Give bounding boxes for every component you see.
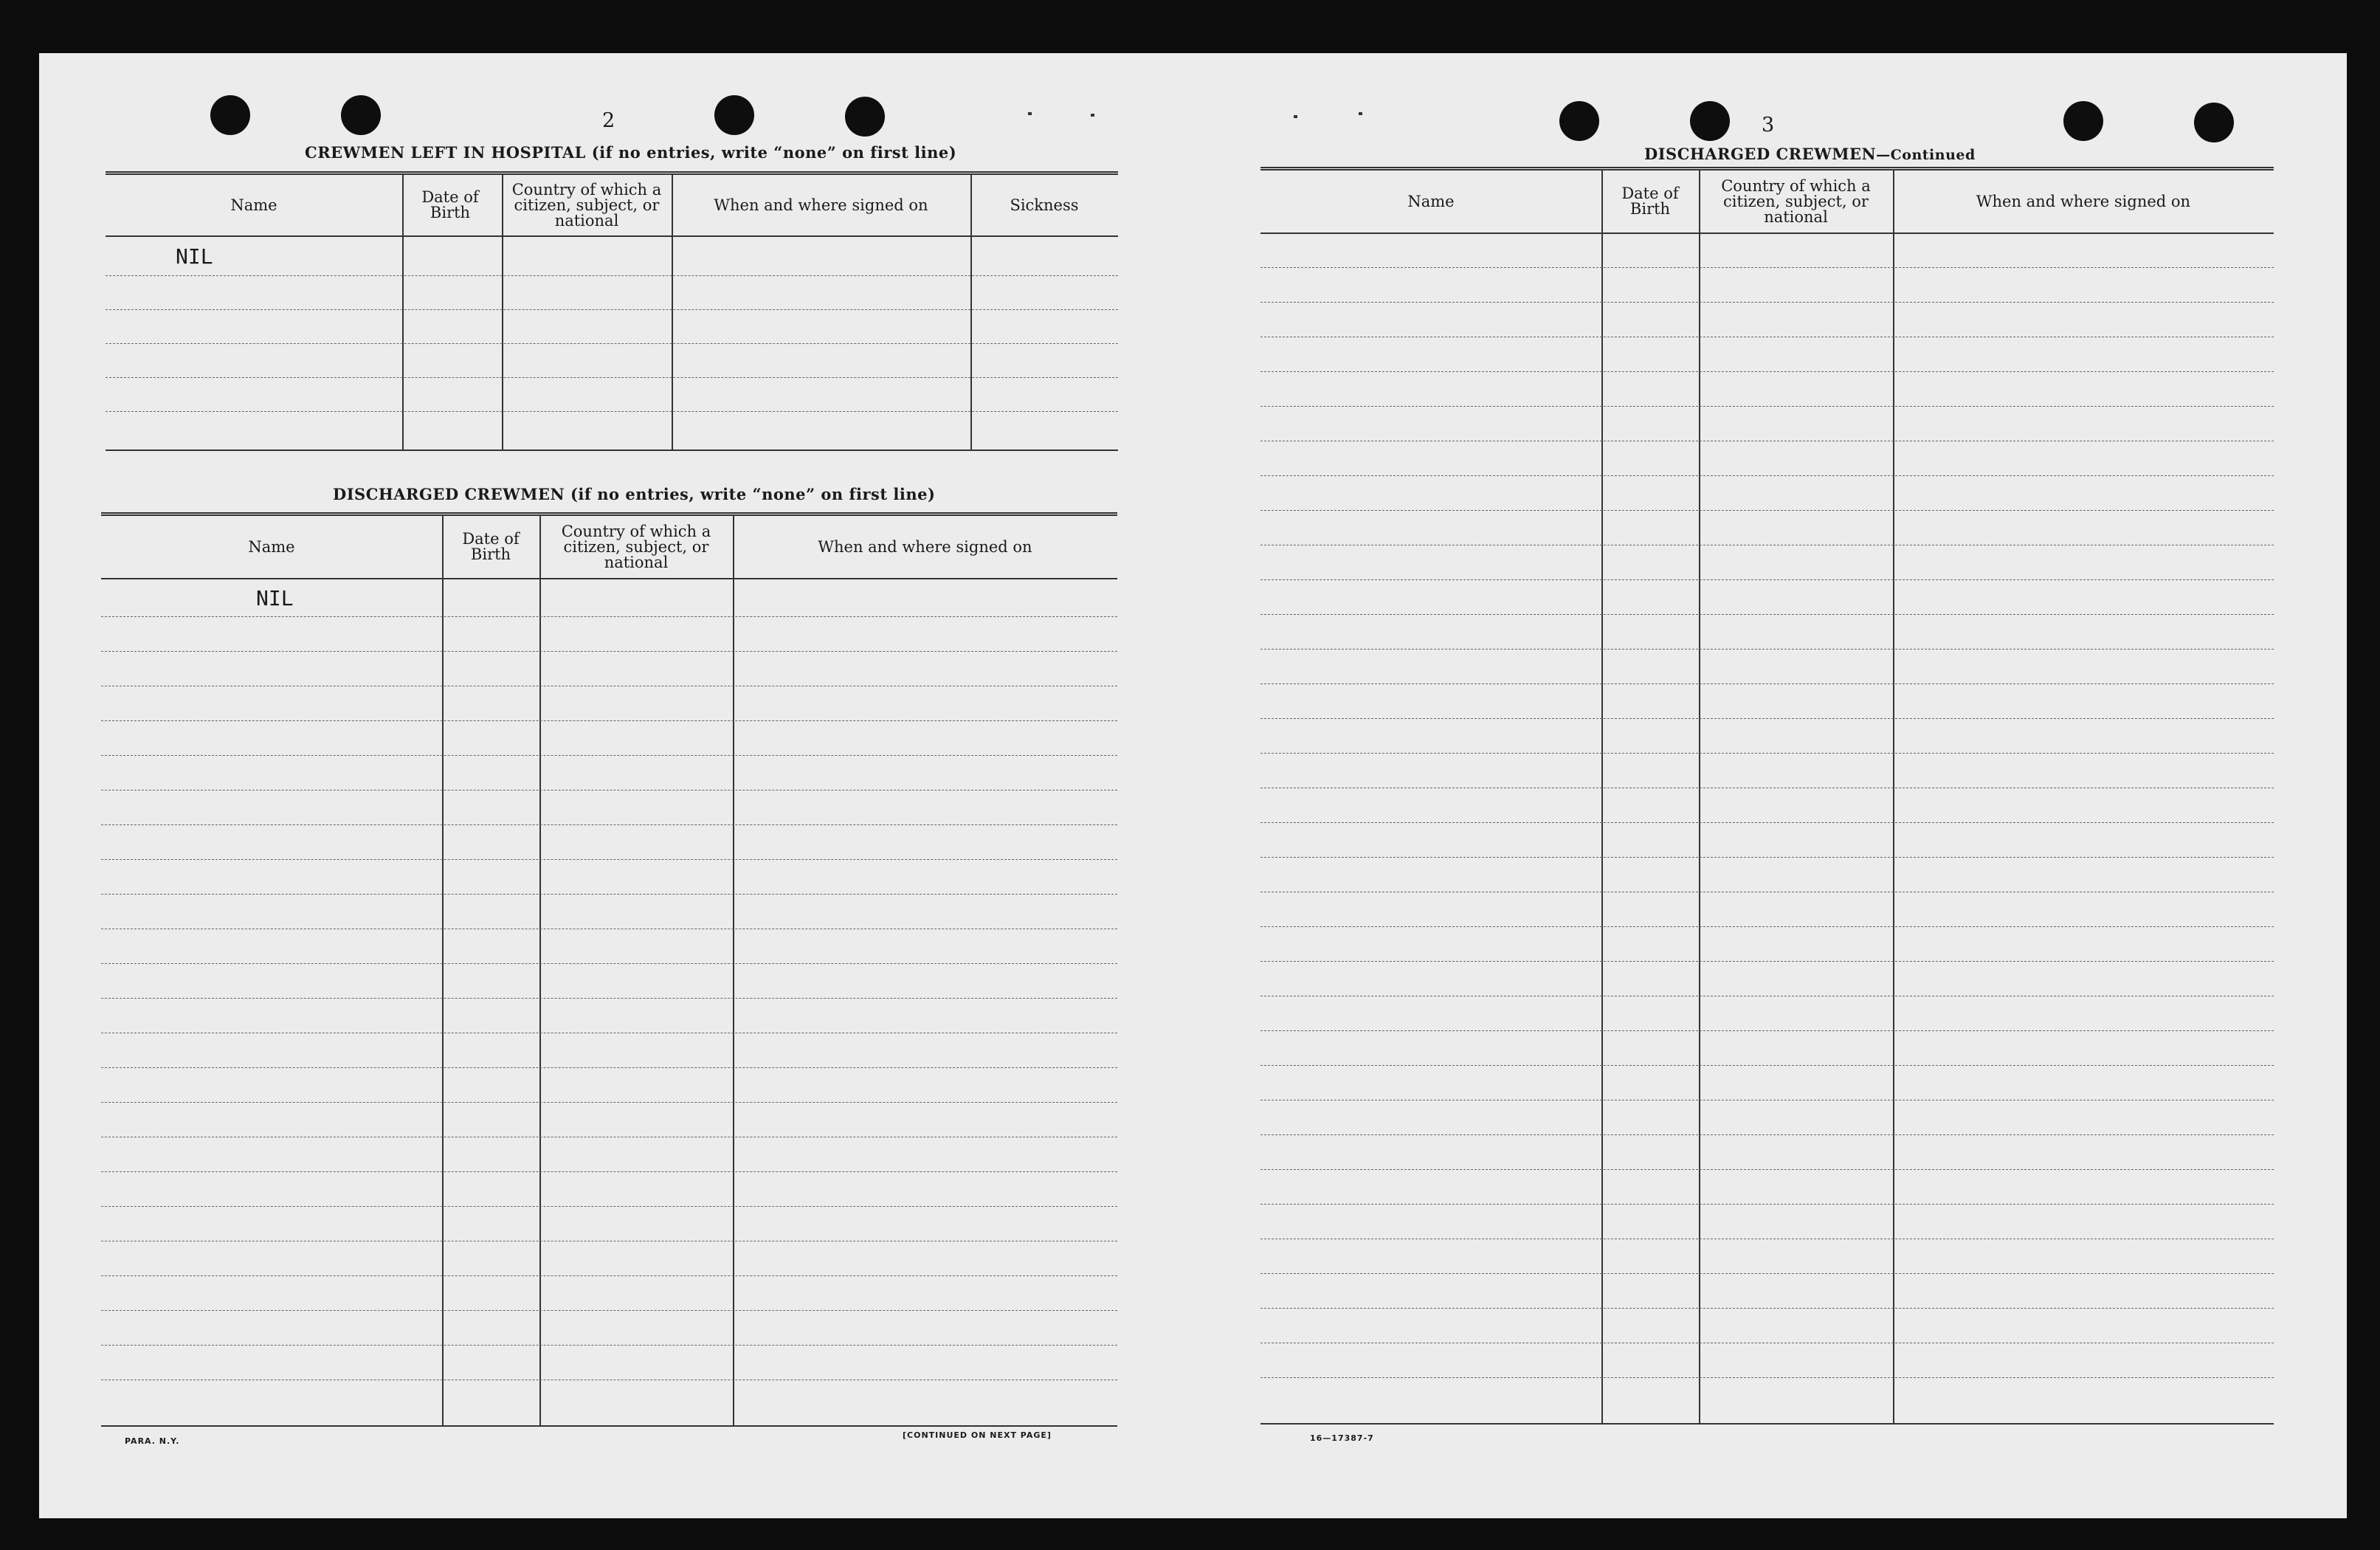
discharged-table bbox=[101, 512, 1117, 1427]
entry-line bbox=[1260, 579, 2274, 580]
entry-line bbox=[1260, 857, 2274, 858]
entry-line bbox=[101, 998, 1117, 999]
header-dob: Date of Birth bbox=[421, 188, 479, 221]
entry-line bbox=[1260, 1030, 2274, 1031]
entry-line bbox=[101, 616, 1117, 617]
header-name: Name bbox=[248, 537, 295, 556]
discharged-continued-title bbox=[1644, 145, 1976, 163]
header-signed: When and where signed on bbox=[818, 537, 1032, 556]
footer-printer: PARA. N.Y. bbox=[125, 1436, 180, 1446]
entry-line bbox=[101, 1171, 1117, 1172]
entry-line bbox=[101, 1275, 1117, 1276]
discharged-entry-name: NIL bbox=[256, 586, 294, 610]
header-rule bbox=[1260, 232, 2274, 234]
entry-line bbox=[1260, 649, 2274, 650]
col-divider bbox=[442, 516, 444, 1425]
header-country: Country of which a citizen, subject, or national bbox=[1721, 176, 1871, 226]
header-signed: When and where signed on bbox=[1976, 192, 2191, 210]
hospital-table bbox=[106, 171, 1118, 451]
continued-label: —Continued bbox=[1876, 147, 1976, 163]
entry-line bbox=[1260, 1169, 2274, 1170]
entry-line bbox=[101, 1102, 1117, 1103]
entry-line bbox=[1260, 1065, 2274, 1066]
entry-line bbox=[106, 309, 1118, 310]
header-name: Name bbox=[230, 196, 277, 214]
footer-form-code: 16—17387-7 bbox=[1310, 1433, 1374, 1443]
col-divider bbox=[733, 516, 734, 1425]
footer-continued: [CONTINUED ON NEXT PAGE] bbox=[903, 1430, 1052, 1440]
entry-line bbox=[106, 343, 1118, 344]
discharged-continued-table bbox=[1260, 167, 2274, 1425]
header-dob: Date of Birth bbox=[1621, 185, 1679, 218]
entry-line bbox=[101, 1206, 1117, 1207]
right-page bbox=[1190, 53, 2347, 1518]
entry-line bbox=[101, 963, 1117, 964]
col-divider bbox=[539, 516, 541, 1425]
col-divider bbox=[402, 175, 404, 450]
col-divider bbox=[1601, 170, 1603, 1423]
header-country: Country of which a citizen, subject, or national bbox=[561, 522, 711, 571]
entry-line bbox=[106, 411, 1118, 412]
entry-line bbox=[1260, 822, 2274, 823]
col-divider bbox=[502, 175, 503, 450]
entry-line bbox=[1260, 683, 2274, 684]
entry-line bbox=[101, 720, 1117, 721]
discharged-continued-text: DISCHARGED CREWMEN bbox=[1644, 145, 1877, 163]
entry-line bbox=[1260, 371, 2274, 372]
hospital-entry-name: NIL bbox=[176, 244, 213, 269]
entry-line bbox=[101, 859, 1117, 860]
hospital-title-note: (if no entries, write “none” on first line) bbox=[591, 143, 957, 162]
entry-line bbox=[1260, 1273, 2274, 1274]
discharged-title-note: (if no entries, write “none” on first line) bbox=[570, 485, 936, 503]
header-country: Country of which a citizen, subject, or national bbox=[511, 180, 662, 230]
entry-line bbox=[1260, 406, 2274, 407]
entry-line bbox=[101, 894, 1117, 895]
page-number: 3 bbox=[1762, 114, 1775, 137]
discharged-title-text: DISCHARGED CREWMEN bbox=[333, 485, 565, 503]
entry-line bbox=[101, 1310, 1117, 1311]
entry-line bbox=[101, 755, 1117, 756]
entry-line bbox=[1260, 1204, 2274, 1205]
entry-line bbox=[1260, 614, 2274, 615]
entry-line bbox=[1260, 961, 2274, 962]
entry-line bbox=[101, 1067, 1117, 1068]
form-sheet bbox=[39, 53, 2347, 1518]
header-signed: When and where signed on bbox=[714, 196, 928, 214]
header-name: Name bbox=[1407, 192, 1455, 210]
col-divider bbox=[1699, 170, 1700, 1423]
entry-line bbox=[1260, 475, 2274, 476]
entry-line bbox=[106, 275, 1118, 276]
header-rule bbox=[101, 578, 1117, 579]
header-dob: Date of Birth bbox=[462, 530, 520, 563]
entry-line bbox=[1260, 1377, 2274, 1378]
entry-line bbox=[106, 377, 1118, 378]
entry-line bbox=[1260, 926, 2274, 927]
hospital-title-text: CREWMEN LEFT IN HOSPITAL bbox=[305, 143, 586, 162]
entry-line bbox=[1260, 302, 2274, 303]
entry-line bbox=[1260, 1308, 2274, 1309]
entry-line bbox=[1260, 753, 2274, 754]
entry-line bbox=[101, 651, 1117, 652]
page-number: 2 bbox=[602, 109, 615, 132]
entry-line bbox=[101, 824, 1117, 825]
entry-line bbox=[1260, 1134, 2274, 1135]
header-sickness: Sickness bbox=[1010, 196, 1079, 214]
col-divider bbox=[1893, 170, 1894, 1423]
hospital-section-title bbox=[305, 143, 956, 162]
header-rule bbox=[106, 235, 1118, 237]
entry-line bbox=[101, 1345, 1117, 1346]
entry-line bbox=[1260, 267, 2274, 268]
entry-line bbox=[1260, 510, 2274, 511]
entry-line bbox=[1260, 718, 2274, 719]
discharged-section-title bbox=[333, 485, 935, 503]
left-page bbox=[39, 53, 1190, 1518]
